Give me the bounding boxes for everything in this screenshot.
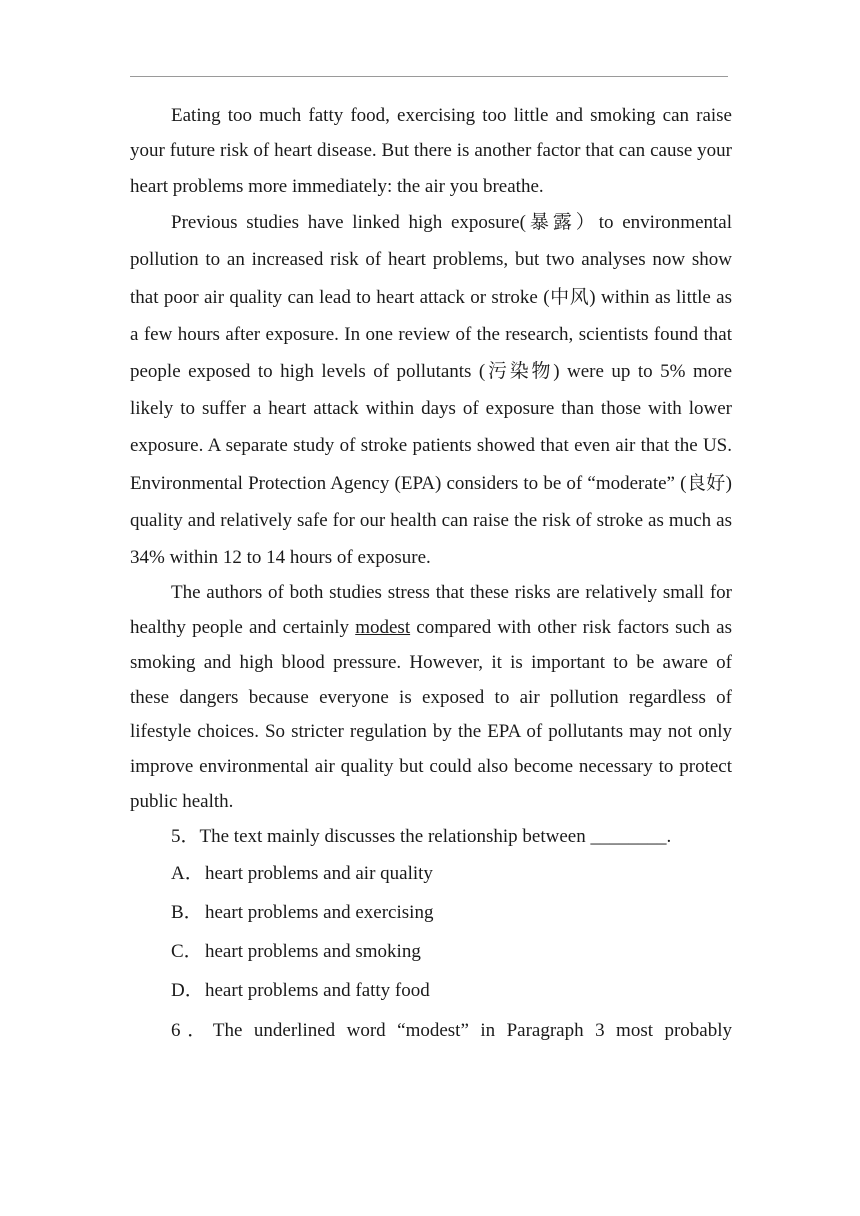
option-letter: B． <box>171 902 203 924</box>
option-letter: C． <box>171 941 203 963</box>
question-5-option-d <box>130 971 732 1010</box>
option-letter: D． <box>171 980 204 1002</box>
option-text: heart problems and air quality <box>205 862 433 884</box>
question-5-option-a <box>130 854 732 893</box>
paragraph-3-after: compared with other risk factors such as smoking and high blood pressure. However, it is important to be aware of these dangers because everyone is exposed to air pollution regardless of lifestyle choices. So stricter regulation by the EPA of pollutants may not only improve environmental air quality but could also become necessary to protect public health. <box>130 617 732 813</box>
option-text: heart problems and smoking <box>205 941 421 963</box>
reading-content <box>130 98 732 1050</box>
question-5-option-c <box>130 932 732 971</box>
question-5-stem: 5．The text mainly discusses the relationship between ________. <box>171 825 672 847</box>
underlined-word: modest <box>355 617 411 639</box>
header-rule <box>130 76 728 77</box>
paragraph-3-before: The authors of both studies stress that these risks are relatively small for healthy people and certainly <box>130 582 732 639</box>
option-text: heart problems and exercising <box>205 902 434 924</box>
question-6-stem: 6．The underlined word “modest” in Paragraph 3 most probably <box>171 1019 732 1041</box>
paragraph-2: Previous studies have linked high exposure(暴露）to environmental pollution to an increased risk of heart problems, but two analyses now show that poor air quality can lead to heart attack or stroke (中风) within as little as a few hours after exposure. In one review of the research, scientists found that people exposed to high levels of pollutants (污染物) were up to 5% more likely to suffer a heart attack within days of exposure than those with lower exposure. A separate study of stroke patients showed that even air that the US. Environmental Protection Agency (EPA) considers to be of “moderate” (良好) quality and relatively safe for our health can raise the risk of stroke as much as 34% within 12 to 14 hours of exposure. <box>130 212 732 569</box>
option-letter: A． <box>171 862 204 884</box>
paragraph-3 <box>130 576 732 820</box>
paragraph-1: Eating too much fatty food, exercising too little and smoking can raise your future risk of heart disease. But there is another factor that can cause your heart problems more immediately: the air you breathe. <box>130 105 732 197</box>
question-5-option-b <box>130 893 732 932</box>
option-text: heart problems and fatty food <box>205 980 430 1002</box>
